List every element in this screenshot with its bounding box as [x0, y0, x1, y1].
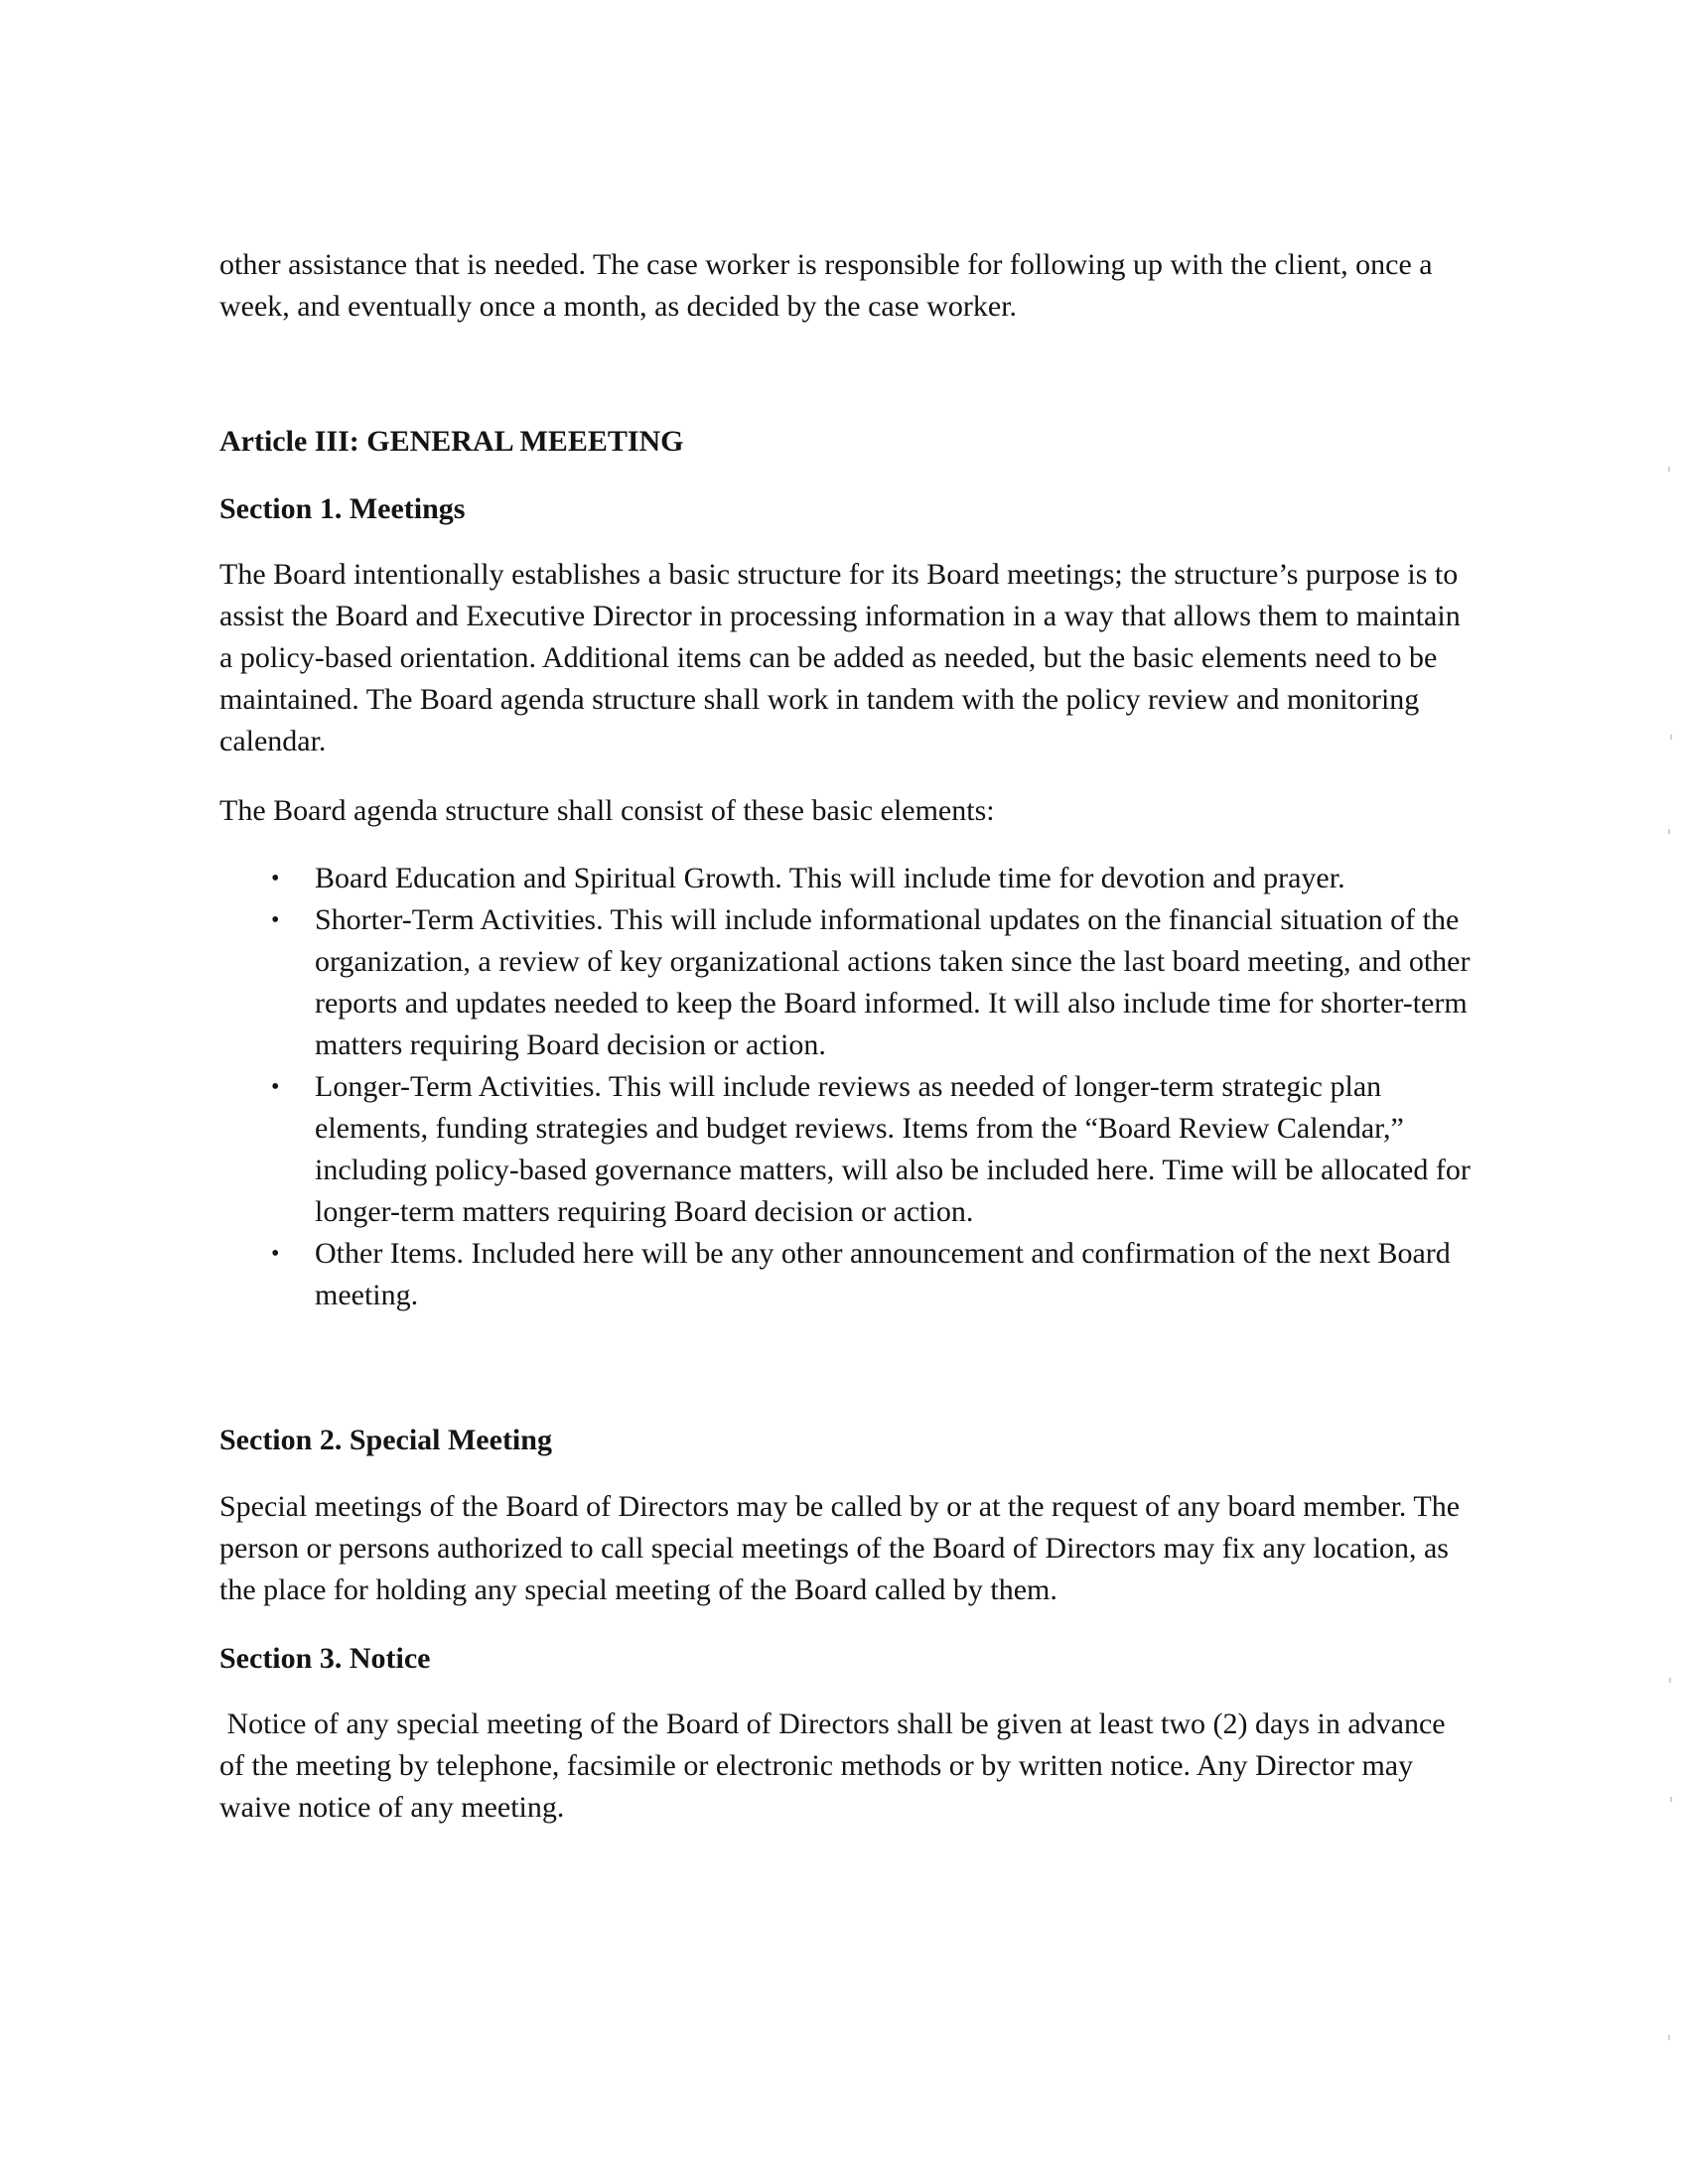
section-3-heading: Section 3. Notice	[219, 1642, 431, 1675]
scan-speck	[1668, 467, 1670, 472]
list-item-text: Longer-Term Activities. This will include reviews as needed of longer-term strategic plan elements, funding strategies and budget reviews. Items from the “Board Review Calendar,” including policy-based governance matters, will also be included here. Time will be allocated for longer-term matters requiring Board decision or action.	[315, 1070, 1471, 1228]
bullet-icon: •	[271, 1241, 280, 1267]
agenda-elements-list	[219, 858, 1471, 1316]
section-2-heading: Section 2. Special Meeting	[219, 1424, 552, 1456]
bullet-icon: •	[271, 1074, 280, 1100]
article-heading: Article III: GENERAL MEEETING	[219, 425, 684, 458]
section-3-paragraph: Notice of any special meeting of the Board of Directors shall be given at least two (2) days in advance of the meeting by telephone, facsimile or electronic methods or by written notice. Any Director may waive notice of any meeting.	[219, 1707, 1454, 1824]
intro-paragraph: other assistance that is needed. The case worker is responsible for following up with the client, once a week, and eventually once a month, as decided by the case worker.	[219, 248, 1433, 323]
bullet-icon: •	[271, 866, 280, 891]
section-1-heading: Section 1. Meetings	[219, 492, 466, 525]
list-item	[219, 1233, 1471, 1316]
section-2-paragraph: Special meetings of the Board of Directors may be called by or at the request of any board member. The person or persons authorized to call special meetings of the Board of Directors may fix any location, as the place for holding any special meeting of the Board called by them.	[219, 1490, 1461, 1606]
section-1-paragraph-2: The Board agenda structure shall consist of these basic elements:	[219, 794, 995, 827]
section-1-paragraph-1: The Board intentionally establishes a basic structure for its Board meetings; the structure’s purpose is to assist the Board and Executive Director in processing information in a way that allows them to maintain a policy-based orientation. Additional items can be added as needed, but the basic elements need to be maintained. The Board agenda structure shall work in tandem with the policy review and monitoring calendar.	[219, 558, 1461, 757]
bullet-icon: •	[271, 907, 280, 933]
list-item-text: Shorter-Term Activities. This will include informational updates on the financial situation of the organization, a review of key organizational actions taken since the last board meeting, and other reports and updates needed to keep the Board informed. It will also include time for shorter-term matters requiring Board decision or action.	[315, 903, 1471, 1061]
scan-speck	[1669, 1678, 1671, 1683]
list-item	[219, 858, 1471, 899]
scan-speck	[1668, 829, 1670, 834]
scan-speck	[1668, 2035, 1670, 2040]
scan-speck	[1670, 735, 1672, 740]
list-item-text: Other Items. Included here will be any other announcement and confirmation of the next Board meeting.	[315, 1237, 1451, 1311]
list-item	[219, 1066, 1471, 1233]
list-item-text: Board Education and Spiritual Growth. This will include time for devotion and prayer.	[315, 862, 1345, 894]
list-item	[219, 899, 1471, 1066]
scan-speck	[1670, 1797, 1672, 1802]
